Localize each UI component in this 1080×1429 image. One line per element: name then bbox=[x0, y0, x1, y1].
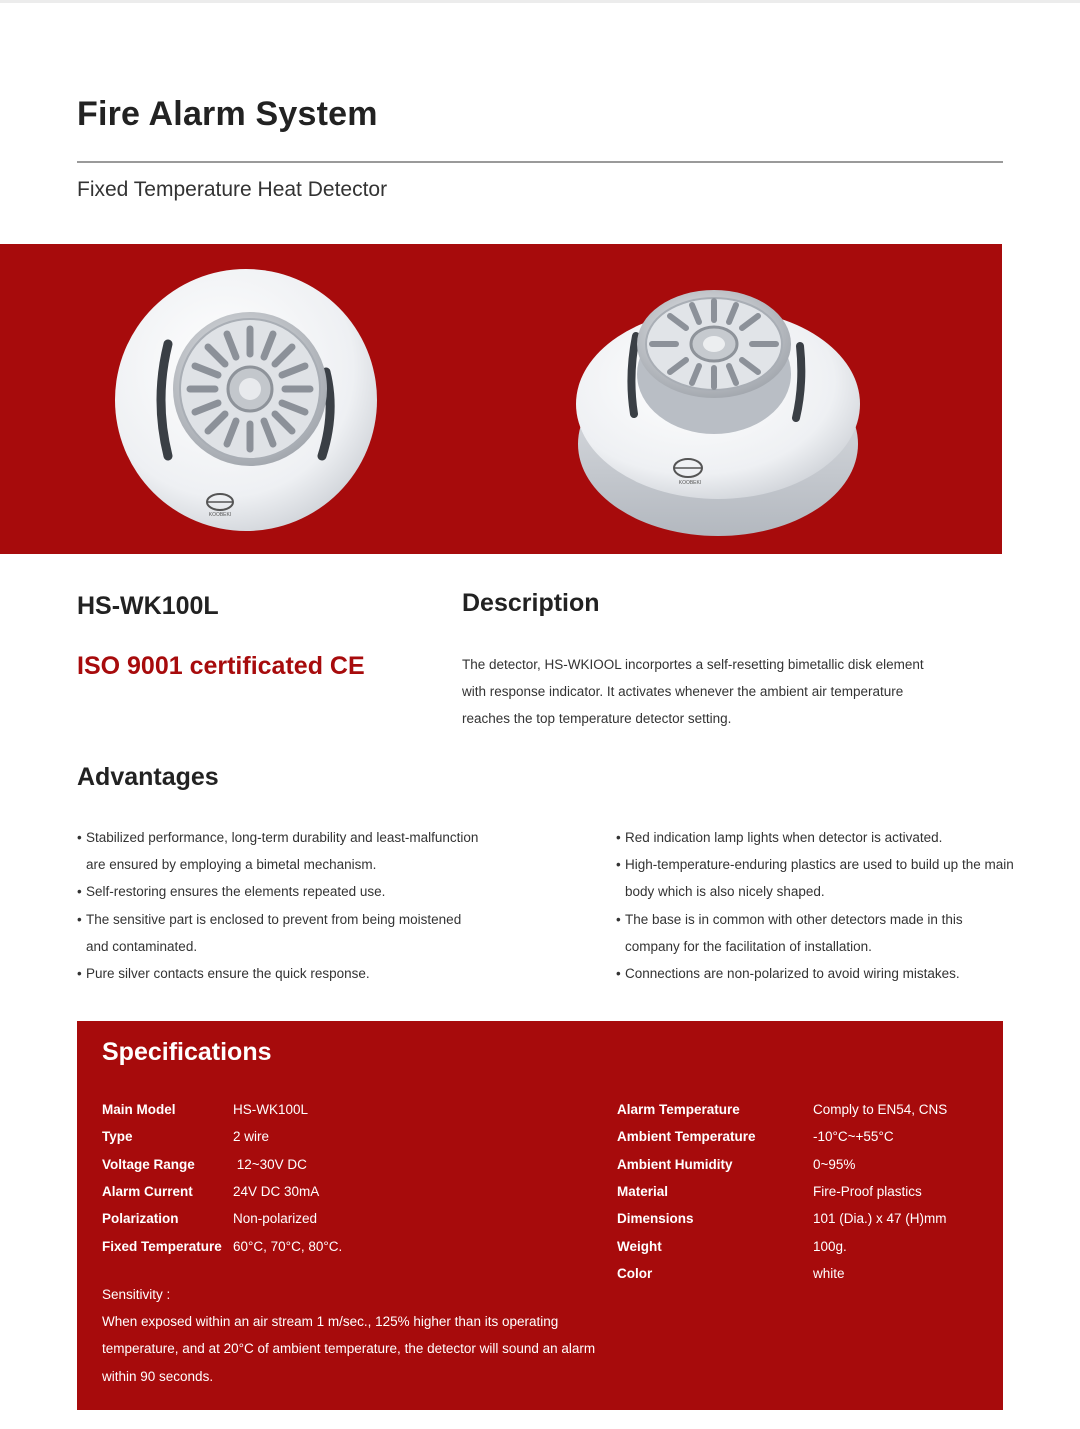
spec-row bbox=[102, 1096, 342, 1123]
spec-row bbox=[617, 1178, 947, 1205]
spec-value: Comply to EN54, CNS bbox=[813, 1102, 948, 1118]
spec-label: Dimensions bbox=[617, 1211, 694, 1227]
product-banner bbox=[0, 244, 1002, 554]
spec-row bbox=[617, 1123, 947, 1150]
spec-value: 60°C, 70°C, 80°C. bbox=[233, 1238, 343, 1254]
spec-value: 0~95% bbox=[813, 1156, 856, 1172]
advantage-item: • High-temperature-enduring plastics are used to build up the main body which is also nicely shaped. bbox=[616, 851, 1016, 905]
spec-label: Alarm Current bbox=[102, 1184, 193, 1200]
spec-label: Type bbox=[102, 1129, 133, 1145]
spec-row bbox=[617, 1232, 947, 1259]
spec-row bbox=[102, 1151, 342, 1178]
page-subtitle: Fixed Temperature Heat Detector bbox=[77, 178, 388, 201]
spec-value: -10°C~+55°C bbox=[813, 1129, 894, 1145]
detector-logo-text: KOOBEKI bbox=[678, 480, 702, 486]
spec-value: HS-WK100L bbox=[233, 1102, 309, 1118]
spec-value: 12~30V DC bbox=[233, 1156, 307, 1172]
advantage-item: • Pure silver contacts ensure the quick response. bbox=[77, 960, 487, 987]
spec-label: Voltage Range bbox=[102, 1156, 195, 1172]
specifications-panel bbox=[77, 1021, 1003, 1410]
spec-table-right bbox=[617, 1096, 947, 1287]
spec-label: Material bbox=[617, 1184, 669, 1200]
detector-front-view bbox=[115, 269, 377, 531]
spec-label: Main Model bbox=[102, 1102, 176, 1118]
spec-value: 24V DC 30mA bbox=[233, 1184, 320, 1200]
product-photos bbox=[0, 244, 1002, 554]
spec-label: Weight bbox=[617, 1238, 662, 1254]
spec-value: 101 (Dia.) x 47 (H)mm bbox=[813, 1211, 947, 1227]
detector-logo-text: KOOBEKI bbox=[208, 512, 232, 518]
advantage-item: • The base is in common with other detectors made in this company for the facilitation of installation. bbox=[616, 906, 1016, 960]
spec-table-left bbox=[102, 1096, 342, 1260]
spec-value: Fire-Proof plastics bbox=[813, 1184, 922, 1200]
spec-row bbox=[102, 1123, 342, 1150]
spec-value: 100g. bbox=[813, 1238, 847, 1254]
product-model: HS-WK100L bbox=[77, 592, 219, 620]
spec-row bbox=[617, 1260, 947, 1287]
spec-row bbox=[102, 1205, 342, 1232]
advantages-heading: Advantages bbox=[77, 763, 219, 791]
spec-row bbox=[617, 1151, 947, 1178]
certification-label: ISO 9001 certificated CE bbox=[77, 652, 365, 680]
spec-value: 2 wire bbox=[233, 1129, 270, 1145]
advantage-item: • The sensitive part is enclosed to prevent from being moistened and contaminated. bbox=[77, 906, 487, 960]
spec-label: Polarization bbox=[102, 1211, 179, 1227]
spec-row bbox=[102, 1178, 342, 1205]
title-divider bbox=[77, 161, 1003, 163]
spec-value: white bbox=[813, 1265, 845, 1281]
advantage-item: • Stabilized performance, long-term durability and least-malfunction are ensured by employing a bimetal mechanism. bbox=[77, 824, 487, 878]
advantages-list-right bbox=[616, 824, 1016, 987]
advantage-item: • Connections are non-polarized to avoid wiring mistakes. bbox=[616, 960, 1016, 987]
spec-label: Ambient Humidity bbox=[617, 1156, 733, 1172]
top-divider bbox=[0, 0, 1080, 3]
detector-angled-view bbox=[576, 290, 860, 536]
spec-label: Ambient Temperature bbox=[617, 1129, 756, 1145]
advantage-item: • Self-restoring ensures the elements repeated use. bbox=[77, 878, 487, 905]
sensitivity-text: When exposed within an air stream 1 m/sec., 125% higher than its operating temperature, and at 20°C of ambient temperature, the detector will sound an alarm within 90 seconds. bbox=[102, 1314, 596, 1384]
specifications-heading: Specifications bbox=[102, 1038, 272, 1066]
sensitivity-note bbox=[102, 1281, 622, 1390]
spec-value: Non-polarized bbox=[233, 1211, 318, 1227]
spec-row bbox=[617, 1205, 947, 1232]
description-heading: Description bbox=[462, 589, 600, 617]
sensitivity-label: Sensitivity : bbox=[102, 1287, 171, 1302]
spec-row bbox=[617, 1096, 947, 1123]
spec-row bbox=[102, 1232, 342, 1259]
spec-label: Fixed Temperature bbox=[102, 1238, 222, 1254]
description-text: The detector, HS-WKIOOL incorportes a self-resetting bimetallic disk element with response indicator. It activates whenever the ambient air temperature reaches the top temperature detector setting. bbox=[462, 657, 924, 726]
spec-label: Color bbox=[617, 1265, 653, 1281]
spec-label: Alarm Temperature bbox=[617, 1102, 740, 1118]
advantages-list-left bbox=[77, 824, 487, 987]
page-title: Fire Alarm System bbox=[77, 95, 378, 133]
advantage-item: • Red indication lamp lights when detector is activated. bbox=[616, 824, 1016, 851]
